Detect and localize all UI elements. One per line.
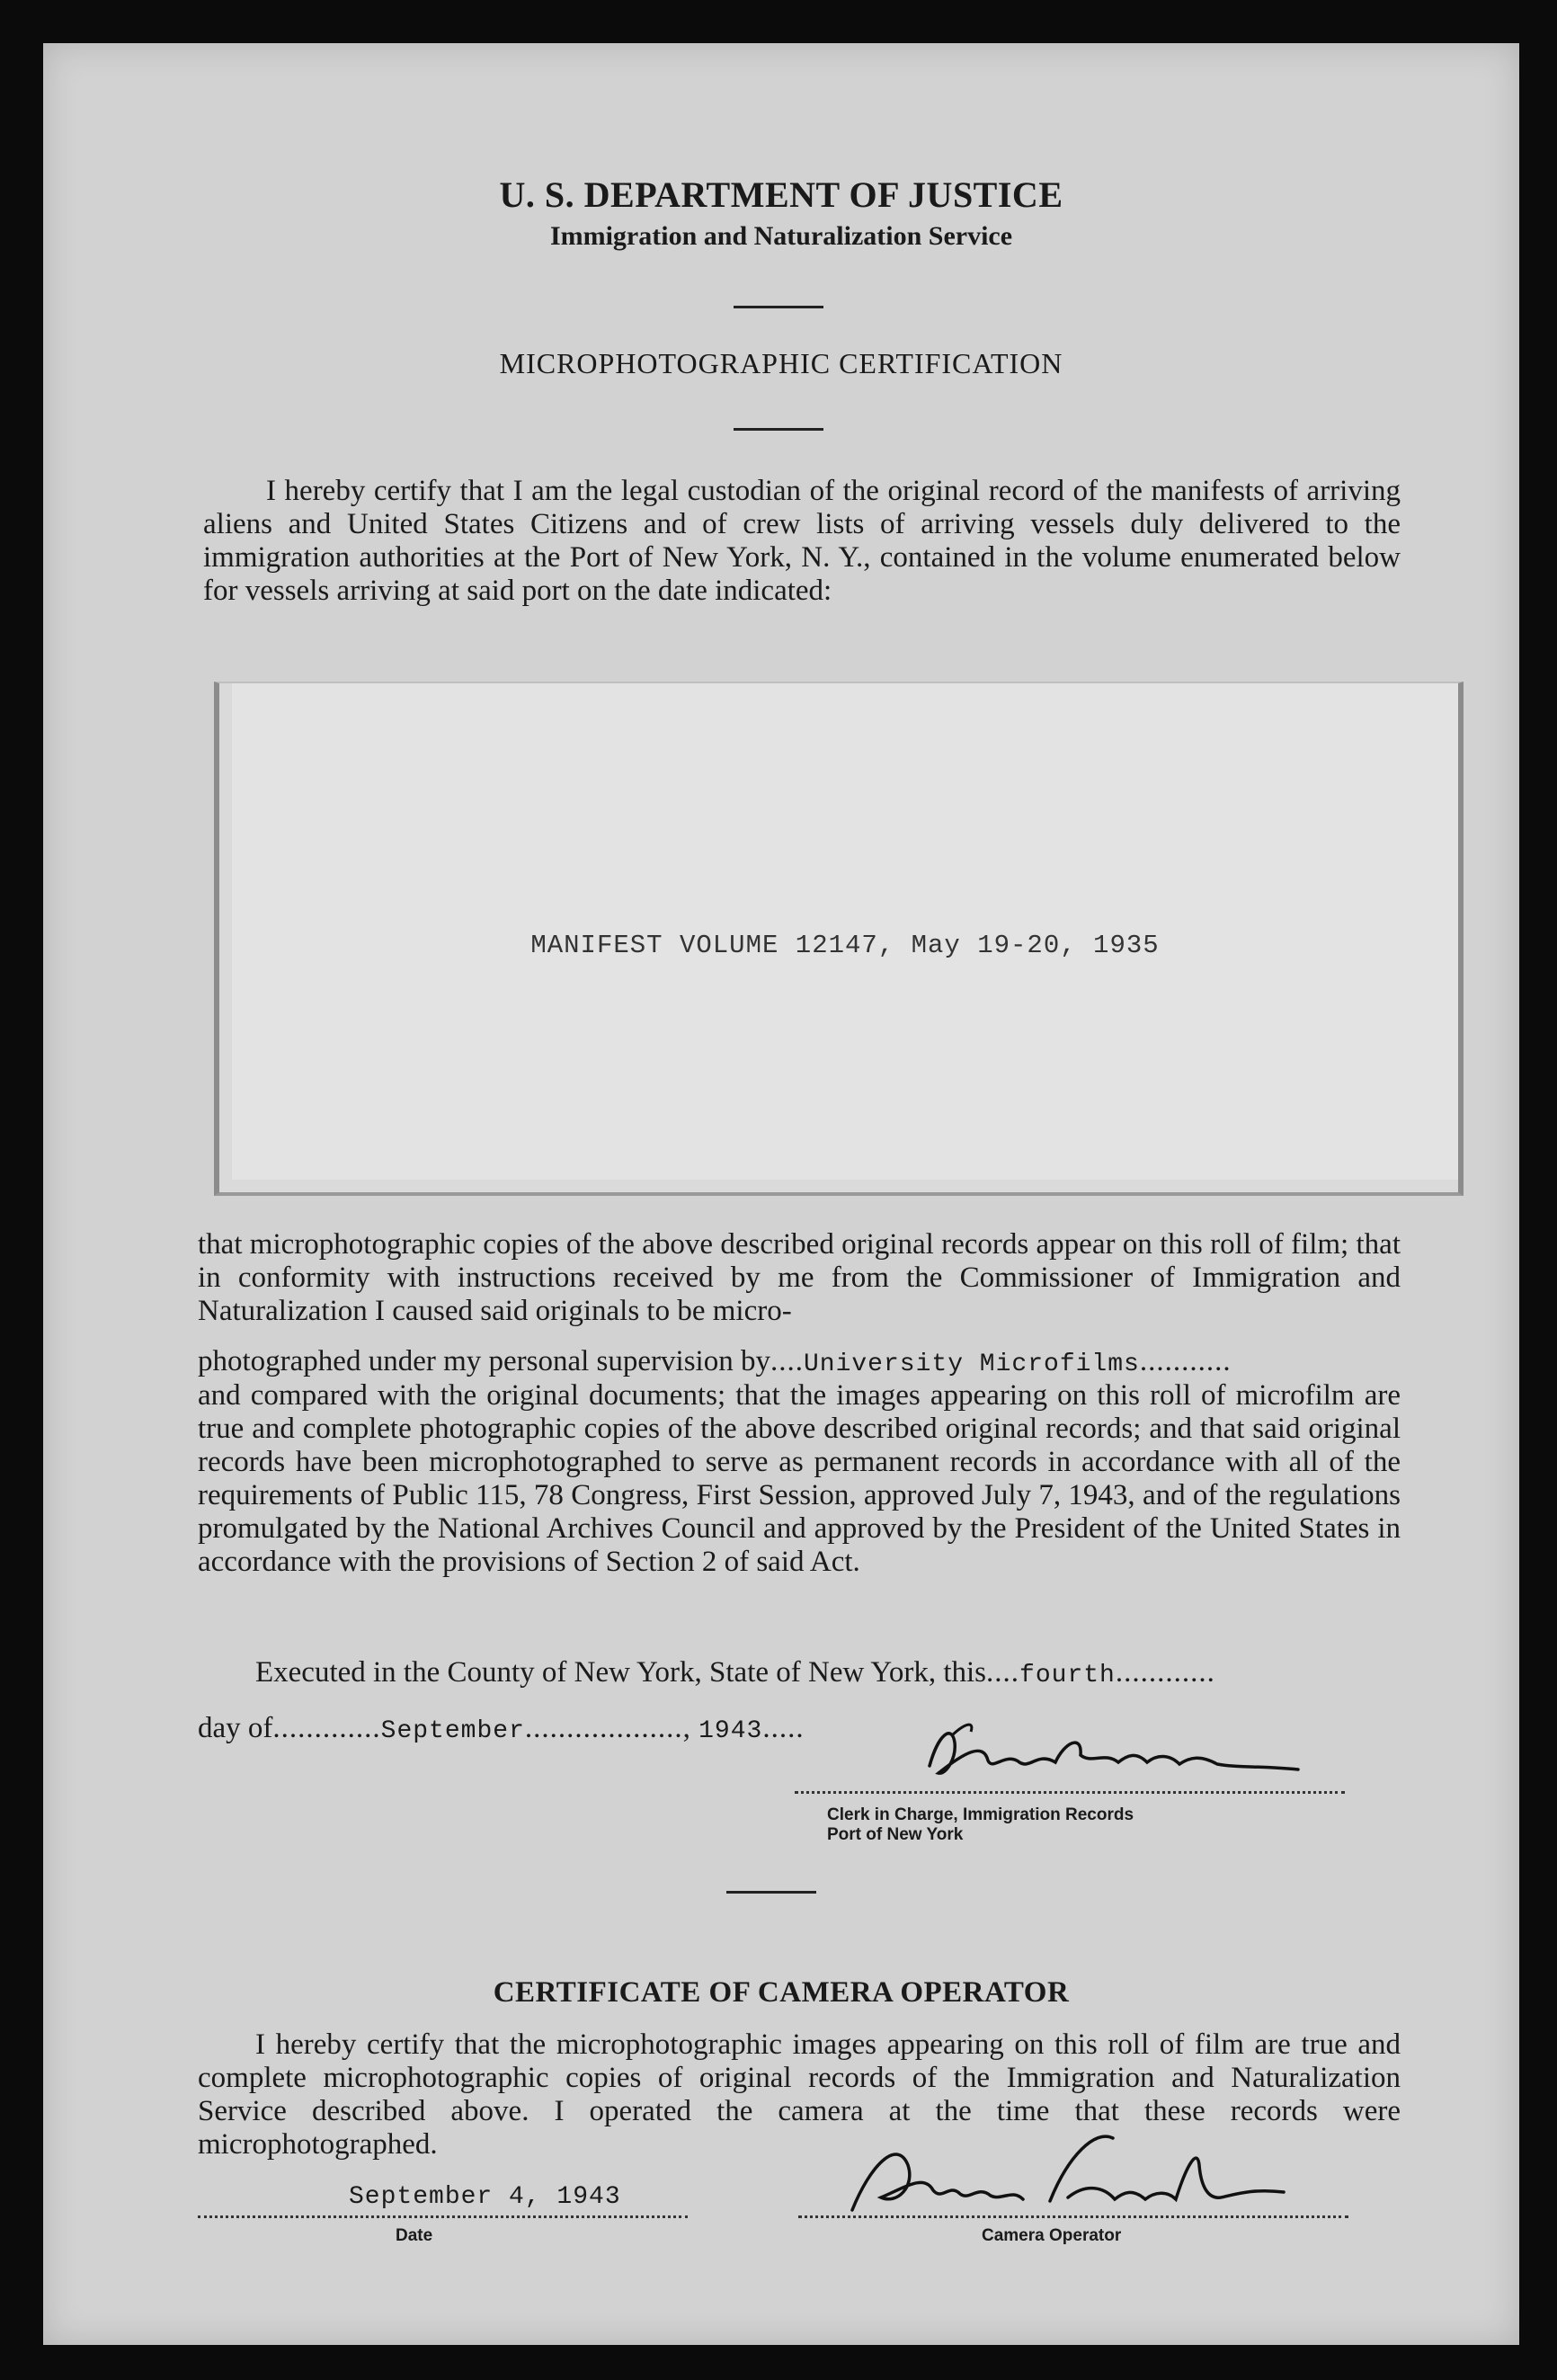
- year-trailer: .....: [762, 1712, 805, 1744]
- manifest-box: [214, 682, 1464, 1196]
- day-leader: ....: [986, 1656, 1020, 1689]
- month-leader: .............: [272, 1712, 381, 1744]
- divider: [734, 306, 823, 308]
- supervision-trailer: ...........: [1139, 1345, 1232, 1377]
- certificate-sheet: [43, 43, 1519, 2345]
- date-label: Date: [396, 2226, 433, 2245]
- operator-signature-area: [798, 2111, 1338, 2219]
- month-trailer: ...................,: [524, 1712, 691, 1744]
- divider: [734, 428, 823, 431]
- service-subheading: Immigration and Naturalization Service: [549, 221, 1013, 251]
- intro-paragraph: I hereby certify that I am the legal custodian of the original record of the manifests of arriving aliens and United States Citizens and of crew lists of arriving vessels duly delivered to the immigration authorities at the Port of New York, N. Y., contained in the volume enumerated below for vessels arriving at said port on the date indicated:: [203, 475, 1401, 607]
- clerk-title-line1: Clerk in Charge, Immigration Records: [827, 1805, 1134, 1824]
- day-of-label: day of: [198, 1712, 273, 1744]
- camera-operator-paragraph: I hereby certify that the microphotographic images appearing on this roll of film are true and complete microphotographic copies of original records of the Immigration and Naturalization Service described above. I operated the camera at the time that these records were microphotographed.: [198, 2028, 1401, 2161]
- supervision-line: [198, 1345, 1232, 1378]
- day-value: fourth: [1019, 1662, 1116, 1689]
- year-value: 1943: [698, 1717, 763, 1745]
- clerk-title: [827, 1805, 1134, 1845]
- page-title: MICROPHOTOGRAPHIC CERTIFICATION: [499, 347, 1063, 379]
- operator-date-value: September 4, 1943: [349, 2183, 621, 2211]
- execution-prefix: Executed in the County of New York, State of New York, this: [255, 1656, 987, 1689]
- supervision-prefix: photographed under my personal supervision by: [198, 1345, 770, 1377]
- execution-line-2: [198, 1712, 805, 1745]
- clerk-title-line2: Port of New York: [827, 1825, 964, 1844]
- date-signature-line: [198, 2215, 688, 2218]
- supervision-value: University Microfilms: [803, 1350, 1140, 1378]
- operator-label: Camera Operator: [982, 2226, 1122, 2245]
- operator-signature-line: [798, 2215, 1348, 2218]
- department-heading: U. S. DEPARTMENT OF JUSTICE: [499, 174, 1063, 215]
- operator-signature-image: [798, 2111, 1338, 2219]
- body-paragraph-part1: that microphotographic copies of the above described original records appear on this roll of film; that in conformity with instructions received by me from the Commissioner of Immigration and Naturalization I caused said originals to be micro-: [198, 1228, 1401, 1327]
- camera-operator-heading: CERTIFICATE OF CAMERA OPERATOR: [493, 1976, 1070, 2009]
- supervision-leader: ....: [770, 1345, 804, 1377]
- manifest-volume-text: MANIFEST VOLUME 12147, May 19-20, 1935: [530, 931, 1160, 960]
- clerk-signature-area: [795, 1716, 1316, 1791]
- clerk-signature-image: [795, 1716, 1316, 1791]
- body-paragraph-part2: and compared with the original documents; that the images appearing on this roll of microfilm are true and complete photographic copies of the above described original records; and that said original records have been microphotographed to serve as permanent records in accordance with all of the requirements of Public 115, 78 Congress, First Session, approved July 7, 1943, and of the regulations promulgated by the National Archives Council and approved by the President of the United States in accordance with the provisions of Section 2 of said Act.: [198, 1379, 1401, 1578]
- execution-line-1: [255, 1656, 1215, 1689]
- day-trailer: ............: [1115, 1656, 1215, 1689]
- clerk-signature-line: [795, 1791, 1345, 1794]
- month-value: September: [380, 1717, 525, 1745]
- divider: [726, 1891, 816, 1894]
- manifest-card: [232, 683, 1458, 1180]
